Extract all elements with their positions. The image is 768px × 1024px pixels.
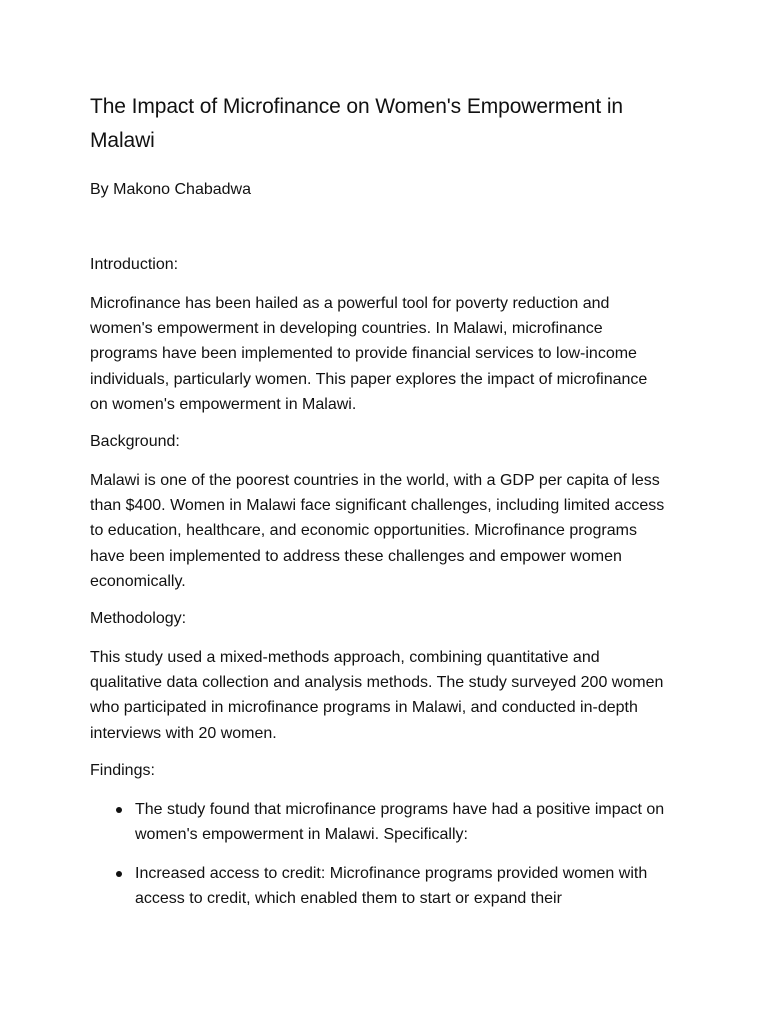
section-body-methodology: This study used a mixed-methods approach, combining quantitative and qualitative data collection and analysis methods. The study surveyed 200 women who participated in microfinance programs in Malawi, and conducted in-depth interviews with 20 women.	[90, 649, 664, 742]
document-author: By Makono Chabadwa	[90, 181, 251, 198]
findings-list	[90, 797, 668, 912]
list-item	[90, 797, 668, 847]
bullet-icon	[116, 871, 122, 877]
section-heading-introduction: Introduction:	[90, 256, 179, 273]
list-item-text: Increased access to credit: Microfinance programs provided women with access to credit, which enabled them to start or expand their	[135, 865, 648, 908]
document-title: The Impact of Microfinance on Women's Empowerment in Malawi	[90, 95, 623, 152]
section-body-introduction: Microfinance has been hailed as a powerful tool for poverty reduction and women's empowerment in developing countries. In Malawi, microfinance programs have been implemented to provide financial services to low-income individuals, particularly women. This paper explores the impact of microfinance on women's empowerment in Malawi.	[90, 295, 648, 413]
section-heading-findings: Findings:	[90, 761, 155, 779]
list-item	[90, 861, 668, 911]
list-item-text: The study found that microfinance programs have had a positive impact on women's empowerment in Malawi. Specifically:	[135, 800, 665, 844]
section-heading-methodology: Methodology:	[90, 610, 187, 628]
bullet-icon	[116, 807, 122, 813]
section-body-background: Malawi is one of the poorest countries in the world, with a GDP per capita of less than $400. Women in Malawi face significant challenges, including limited access to education, healthcare, and economic opportunities. Microfinance programs have been implemented to address these challenges and empower women economically.	[90, 472, 665, 590]
section-heading-background: Background:	[90, 433, 180, 451]
